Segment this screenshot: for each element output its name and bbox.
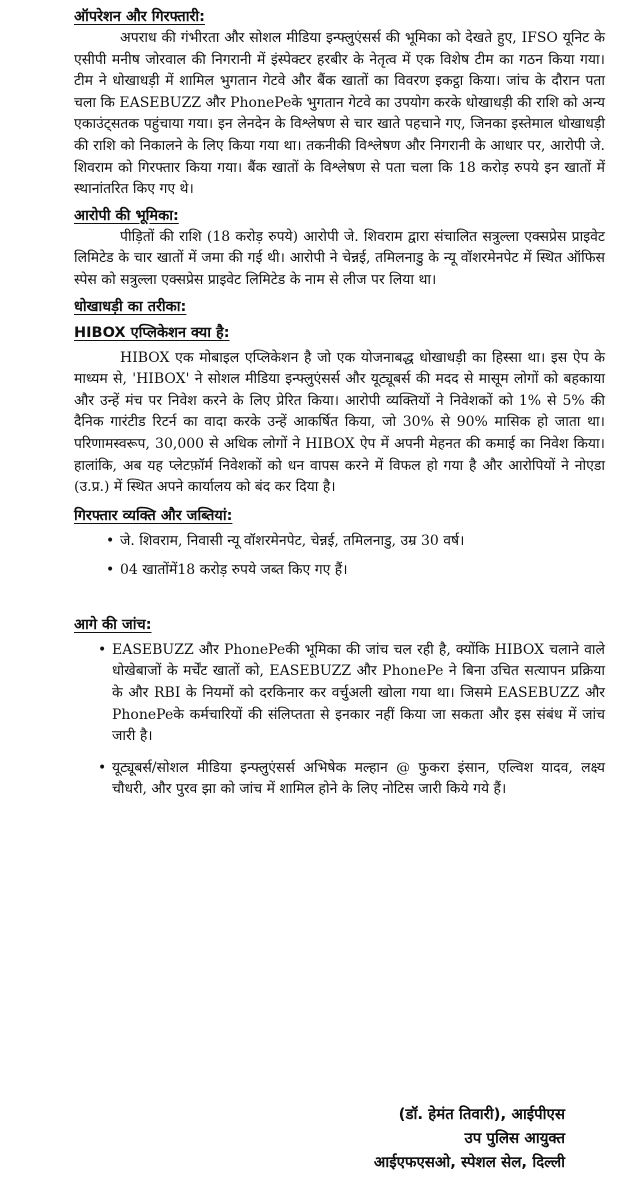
list-item: • यूट्यूबर्स/सोशल मीडिया इन्फ्लुएंसर्स अभिषेक मल्हान @ फुकरा इंसान, एल्विश यादव, लक्ष्य चौधरी, और पुरव झा को जांच में शामिल होने के लिए नोटिस जारी किये गये हैं।	[112, 758, 605, 801]
signatory-designation: उप पुलिस आयुक्त	[464, 1129, 565, 1147]
list-item: • 04 खातोंमें18 करोड़ रुपये जब्त किए गए हैं।	[120, 560, 605, 582]
signature-block	[374, 1102, 565, 1174]
list-item: • EASEBUZZ और PhonePeकी भूमिका की जांच चल रही है, क्योंकि HIBOX चलाने वाले धोखेबाजों के मर्चेंट खातों को, EASEBUZZ और PhonePe ने बिना उचित सत्यापन प्रक्रिया के और RBI के नियमों को दरकिनार कर वर्चुअली खोला गया था। जिसमे EASEBUZZ और PhonePeके कर्मचारियों की संलिप्तता से इनकार नहीं किया जा सकता और इस संबंध में जांच जारी है।	[112, 640, 605, 748]
signatory-name: (डॉ. हेमंत तिवारी), आईपीएस	[398, 1105, 565, 1123]
heading-arrested-and-seizures: गिरफ्तार व्यक्ति और जब्तियां:	[74, 507, 233, 524]
paragraph-accused-role: पीड़ितों की राशि (18 करोड़ रुपये) आरोपी जे. शिवराम द्वारा संचालित सत्रुल्ला एक्सप्रेस प्राइवेट लिमिटेड के चार खातों में जमा की गई थी। आरोपी ने चेन्नई, तमिलनाडु के न्यू वॉशरमेनपेट में स्थित ऑफिस स्पेस को सत्रुल्ला एक्सप्रेस प्राइवेट लिमिटेड के नाम से लीज पर लिया था।	[74, 228, 605, 288]
heading-hibox-app: HIBOX एप्लिकेशन क्या है:	[74, 324, 230, 341]
further-investigation-list	[112, 640, 605, 801]
signatory-unit: आईएफएसओ, स्पेशल सेल, दिल्ली	[373, 1153, 565, 1171]
heading-operation-and-arrest: ऑपरेशन और गिरफ्तारी:	[74, 9, 205, 25]
heading-further-investigation: आगे की जांच:	[74, 616, 152, 633]
list-item: • जे. शिवराम, निवासी न्यू वॉशरमेनपेट, चेन्नई, तमिलनाडु, उम्र 30 वर्ष।	[120, 531, 605, 553]
heading-modus-operandi: धोखाधड़ी का तरीका:	[74, 298, 187, 315]
paragraph-operation-and-arrest: अपराध की गंभीरता और सोशल मीडिया इन्फ्लुएंसर्स की भूमिका को देखते हुए, IFSO यूनिट के एसीपी मनीष जोरवाल की निगरानी में इंस्पेक्टर हरबीर के नेतृत्व में एक विशेष टीम का गठन किया गया। टीम ने धोखाधड़ी में शामिल भुगतान गेटवे और बैंक खातों का विवरण इकट्ठा किया। जांच के दौरान पता चला कि EASEBUZZ और PhonePeके भुगतान गेटवे का उपयोग करके धोखाधड़ी की राशि को अन्य एकाउंट्सतक पहुंचाया गया। इन लेनदेन के विश्लेषण से चार खाते पहचाने गए, जिनका इस्तेमाल धोखाधड़ी की राशि को निकालने के लिए किया गया था। तकनीकी विश्लेषण और निगरानी के आधार पर, आरोपी जे. शिवराम को गिरफ्तार किया गया। बैंक खातों के विश्लेषण से पता चला कि 18 करोड़ रुपये इन खातों में स्थानांतरित किए गए थे।	[74, 30, 605, 198]
arrested-list	[120, 531, 605, 582]
paragraph-hibox-app: HIBOX एक मोबाइल एप्लिकेशन है जो एक योजनाबद्ध धोखाधड़ी का हिस्सा था। इस ऐप के माध्यम से, 'HIBOX' ने सोशल मीडिया इन्फ्लुएंसर्स और यूट्यूबर्स की मदद से मासूम लोगों को बहकाया और उन्हें मंच पर निवेश करने के लिए प्रेरित किया। आरोपी व्यक्तियों ने निवेशकों को 1% से 5% की दैनिक गारंटीड रिटर्न का वादा करके उन्हें आकर्षित किया, जो 30% से 90% मासिक हो जाता था। परिणामस्वरूप, 30,000 से अधिक लोगों ने HIBOX ऐप में अपनी मेहनत की कमाई का निवेश किया। हालांकि, अब यह प्लेटफ़ॉर्म निवेशकों को धन वापस करने में विफल हो गया है और आरोपियों ने नोएडा (उ.प्र.) में स्थित अपने कार्यालय को बंद कर दिया है।	[74, 349, 605, 496]
heading-accused-role: आरोपी की भूमिका:	[74, 207, 179, 224]
